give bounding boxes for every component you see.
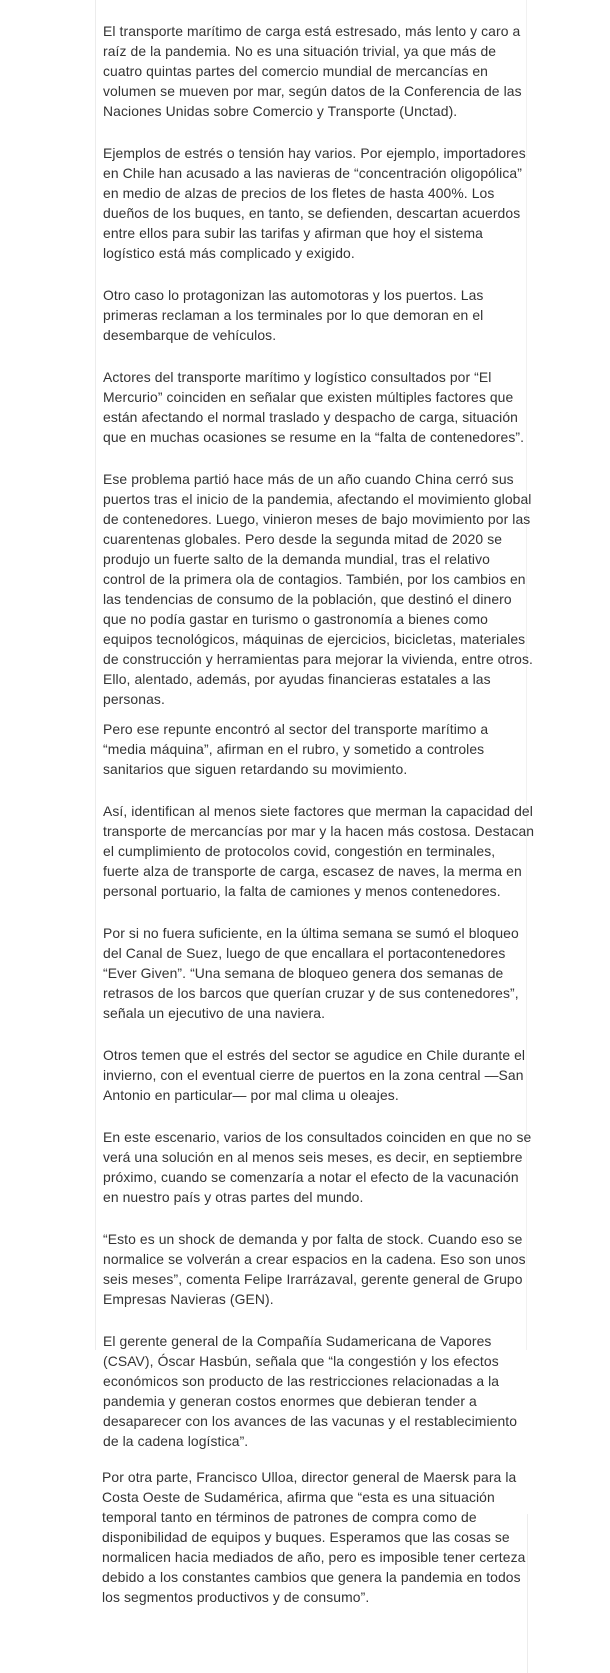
paragraph-7: Así, identifican al menos siete factores que merman la capacidad del transporte de mercancías por mar y la hacen más costosa. Destacan el cumplimiento de protocolos covid, congestión en terminales, fuerte alza de transporte de carga, escasez de naves, la merma en personal portuario, la falta de camiones y menos contenedores. bbox=[103, 803, 535, 899]
paragraph-2: Ejemplos de estrés o tensión hay varios. Por ejemplo, importadores en Chile han acusado a las navieras de “concentración oligopólica” en medio de alzas de precios de los fletes de hasta 400%. Los dueños de los buques, en tanto, se defienden, descartan acuerdos entre ellos para subir las tarifas y afirman que hoy el sistema logístico está más complicado y exigido. bbox=[103, 145, 526, 261]
paragraph-4: Actores del transporte marítimo y logístico consultados por “El Mercurio” coinciden en señalar que existen múltiples factores que están afectando el normal traslado y despacho de carga, situación que en muchas ocasiones se resume en la “falta de contenedores”. bbox=[103, 369, 525, 445]
paragraph-10: En este escenario, varios de los consultados coinciden en que no se verá una solución en al menos seis meses, es decir, en septiembre próximo, cuando se comenzaría a notar el efecto de la vacunación en nuestro país y otras partes del mundo. bbox=[103, 1129, 532, 1205]
paragraph-8: Por si no fuera suficiente, en la última semana se sumó el bloqueo del Canal de Suez, luego de que encallara el portacontenedores “Ever Given”. “Una semana de bloqueo genera dos semanas de retrasos de los barcos que querían cruzar y de sus contenedores”, señala un ejecutivo de una naviera. bbox=[103, 925, 519, 1021]
paragraph-6: Pero ese repunte encontró al sector del transporte marítimo a “media máquina”, afirman en el rubro, y sometido a controles sanitarios que siguen retardando su movimiento. bbox=[103, 721, 489, 777]
paragraph-12: El gerente general de la Compañía Sudamericana de Vapores (CSAV), Óscar Hasbún, señala que “la congestión y los efectos económicos son producto de las restricciones relacionadas a la pandemia y generan costos enormes que debieran tender a desaparecer con los avances de las vacunas y el restablecimiento de la cadena logística”. bbox=[103, 1333, 518, 1449]
paragraph-13: Por otra parte, Francisco Ulloa, director general de Maersk para la Costa Oeste de Sudamérica, afirma que “esta es una situación temporal tanto en términos de patrones de compra como de disponibilidad de equipos y buques. Esperamos que las cosas se normalicen hacia mediados de año, pero es imposible tener certeza debido a los constantes cambios que genera la pandemia en todos los segmentos productivos y de consumo”. bbox=[102, 1469, 526, 1605]
article-body bbox=[95, 0, 535, 1673]
paragraph-11: “Esto es un shock de demanda y por falta de stock. Cuando eso se normalice se volverán a crear espacios en la cadena. Eso son unos seis meses”, comenta Felipe Irarrázaval, gerente general de Grupo Empresas Navieras (GEN). bbox=[103, 1231, 526, 1307]
paragraph-1: El transporte marítimo de carga está estresado, más lento y caro a raíz de la pandemia. No es una situación trivial, ya que más de cuatro quintas partes del comercio mundial de mercancías en volumen se mueven por mar, según datos de la Conferencia de las Naciones Unidas sobre Comercio y Transporte (Unctad). bbox=[103, 23, 522, 119]
paragraph-9: Otros temen que el estrés del sector se agudice en Chile durante el invierno, con el eventual cierre de puertos en la zona central —San Antonio en particular— por mal clima u oleajes. bbox=[103, 1047, 526, 1103]
paragraph-5: Ese problema partió hace más de un año cuando China cerró sus puertos tras el inicio de la pandemia, afectando el movimiento global de contenedores. Luego, vinieron meses de bajo movimiento por las cuarentenas globales. Pero desde la segunda mitad de 2020 se produjo un fuerte salto de la demanda mundial, tras el relativo control de la primera ola de contagios. También, por los cambios en las tendencias de consumo de la población, que destinó el dinero que no podía gastar en turismo o gastronomía a bienes como equipos tecnológicos, máquinas de ejercicios, bicicletas, materiales de construcción y herramientas para mejorar la vivienda, entre otros. Ello, alentado, además, por ayudas financieras estatales a las personas. bbox=[103, 471, 533, 707]
paragraph-3: Otro caso lo protagonizan las automotoras y los puertos. Las primeras reclaman a los terminales por lo que demoran en el desembarque de vehículos. bbox=[103, 287, 484, 343]
